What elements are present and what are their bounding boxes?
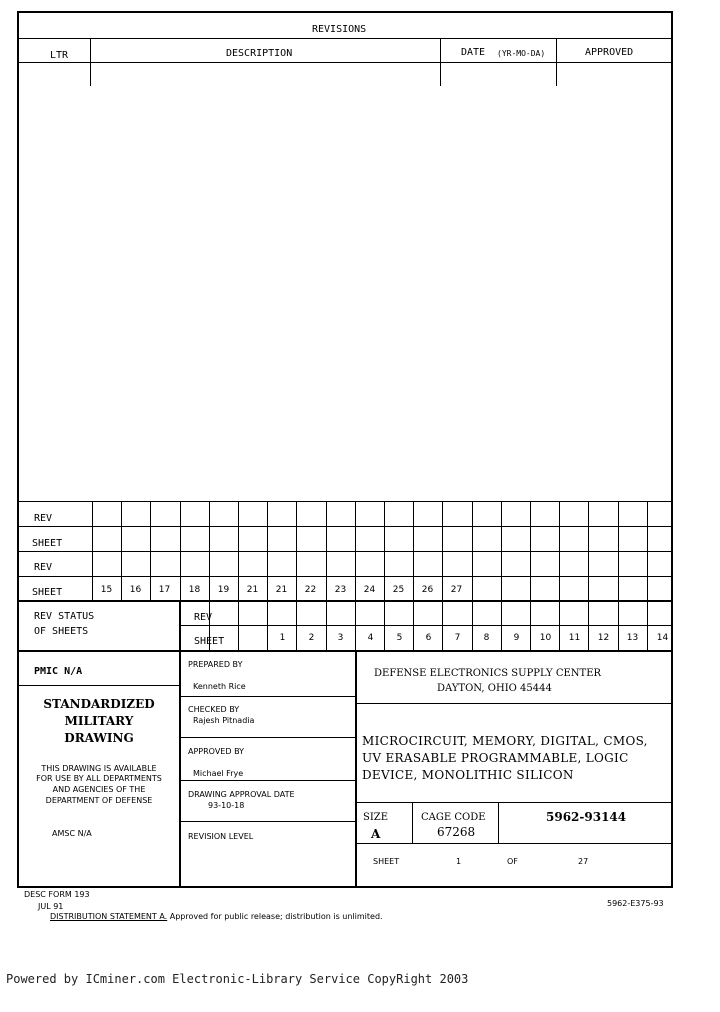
std-line1: STANDARDIZED <box>43 697 155 711</box>
col-description-header: DESCRIPTION <box>226 48 293 59</box>
cage-value: 67268 <box>437 825 476 839</box>
revision-level-label: REVISION LEVEL <box>188 832 254 841</box>
lower-sheet-number: 9 <box>513 633 520 643</box>
approved-label: APPROVED BY <box>188 747 245 756</box>
grid-line <box>238 600 239 650</box>
avail-line1: THIS DRAWING IS AVAILABLE <box>41 764 157 773</box>
col-date-format: (YR-MO-DA) <box>497 49 546 58</box>
sheet-label-footer: SHEET <box>373 857 400 866</box>
sheet-label-row2: SHEET <box>32 587 63 598</box>
std-line3: DRAWING <box>64 731 134 745</box>
lower-sheet-number: 4 <box>367 633 374 643</box>
lower-sheet-number: 3 <box>337 633 344 643</box>
lower-sheet-number: 5 <box>396 633 403 643</box>
title-line2: UV ERASABLE PROGRAMMABLE, LOGIC <box>362 751 629 765</box>
agency-line2: DAYTON, OHIO 45444 <box>437 683 552 694</box>
sheet-label-lower: SHEET <box>194 636 225 647</box>
upper-sheet-number: 25 <box>392 585 405 595</box>
rev-label-row2: REV <box>34 562 53 573</box>
approved-by: Michael Frye <box>193 769 244 778</box>
lower-sheet-number: 14 <box>656 633 669 643</box>
lower-sheet-number: 10 <box>539 633 552 643</box>
doc-code: 5962-E375-93 <box>607 899 664 908</box>
size-label: SIZE <box>363 812 389 823</box>
std-line2: MILITARY <box>64 714 134 728</box>
checked-by: Rajesh Pitnadia <box>193 716 255 725</box>
col-ltr-header: LTR <box>50 50 69 61</box>
upper-sheet-number: 16 <box>129 585 142 595</box>
lower-sheet-number: 11 <box>568 633 581 643</box>
distribution-statement <box>50 912 383 921</box>
upper-sheet-number: 27 <box>450 585 463 595</box>
distribution-text: Approved for public release; distribution is unlimited. <box>167 912 383 921</box>
grid-line <box>618 501 619 600</box>
upper-sheet-number: 24 <box>363 585 376 595</box>
agency-line1: DEFENSE ELECTRONICS SUPPLY CENTER <box>374 668 602 679</box>
sheet-label-row1: SHEET <box>32 538 63 549</box>
drawing-number: 5962-93144 <box>546 810 627 824</box>
upper-sheet-number: 19 <box>217 585 230 595</box>
col-date-header: DATE <box>461 47 486 58</box>
prepared-by: Kenneth Rice <box>193 682 246 691</box>
grid-line <box>647 501 648 600</box>
form-line2: JUL 91 <box>38 902 64 911</box>
upper-sheet-number: 21 <box>275 585 288 595</box>
distribution-label: DISTRIBUTION STATEMENT A. <box>50 912 168 921</box>
upper-sheet-number: 26 <box>421 585 434 595</box>
lower-sheet-number: 8 <box>483 633 490 643</box>
approval-date-label: DRAWING APPROVAL DATE <box>188 790 295 799</box>
prepared-label: PREPARED BY <box>188 660 243 669</box>
cage-label: CAGE CODE <box>421 812 486 823</box>
upper-sheet-number: 22 <box>304 585 317 595</box>
upper-sheet-number: 15 <box>100 585 113 595</box>
lower-sheet-number: 7 <box>454 633 461 643</box>
avail-line4: DEPARTMENT OF DEFENSE <box>45 796 153 805</box>
col-approved-header: APPROVED <box>585 47 634 58</box>
lower-sheet-number: 2 <box>308 633 315 643</box>
form-line1: DESC FORM 193 <box>24 890 90 899</box>
size-value: A <box>371 827 381 841</box>
pmic-label: PMIC N/A <box>34 666 83 677</box>
upper-sheet-number: 18 <box>188 585 201 595</box>
sheet-total: 27 <box>578 857 589 866</box>
revisions-title: REVISIONS <box>312 24 367 35</box>
avail-line3: AND AGENCIES OF THE <box>52 785 146 794</box>
upper-sheet-number: 21 <box>246 585 259 595</box>
grid-line <box>530 501 531 600</box>
grid-line <box>559 501 560 600</box>
lower-sheet-number: 6 <box>425 633 432 643</box>
title-line3: DEVICE, MONOLITHIC SILICON <box>362 768 574 782</box>
checked-label: CHECKED BY <box>188 705 240 714</box>
upper-sheet-number: 17 <box>158 585 171 595</box>
lower-sheet-number: 12 <box>597 633 610 643</box>
rev-status-line1: REV STATUS <box>34 611 95 622</box>
grid-line <box>501 501 502 600</box>
approval-date: 93-10-18 <box>208 801 245 810</box>
grid-line <box>588 501 589 600</box>
amsc-label: AMSC N/A <box>52 829 92 838</box>
avail-line2: FOR USE BY ALL DEPARTMENTS <box>36 774 162 783</box>
sheet-number: 1 <box>456 857 462 866</box>
upper-sheet-number: 23 <box>334 585 347 595</box>
of-label: OF <box>507 857 518 866</box>
rev-status-line2: OF SHEETS <box>34 626 89 637</box>
powered-by: Powered by ICminer.com Electronic-Library Service CopyRight 2003 <box>6 972 469 986</box>
grid-line <box>472 501 473 600</box>
lower-sheet-number: 1 <box>279 633 286 643</box>
lower-sheet-number: 13 <box>626 633 639 643</box>
title-line1: MICROCIRCUIT, MEMORY, DIGITAL, CMOS, <box>362 734 648 748</box>
rev-label-row1: REV <box>34 513 53 524</box>
rev-label-lower: REV <box>194 612 213 623</box>
